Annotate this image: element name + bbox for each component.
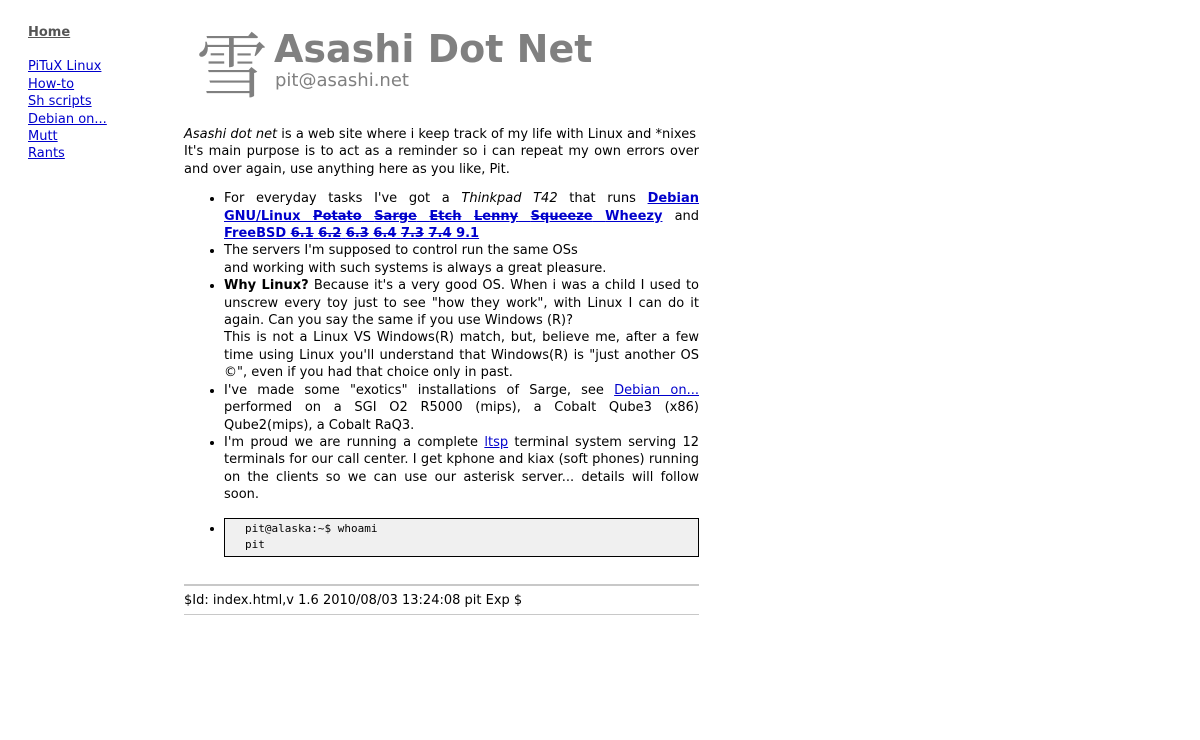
debian-on-link[interactable]: Debian on... bbox=[614, 382, 699, 398]
debian-sarge: Sarge bbox=[374, 208, 417, 224]
ltsp-prefix: I'm proud we are running a complete bbox=[224, 434, 485, 450]
site-name: Asashi dot net bbox=[184, 127, 278, 142]
intro-line1: is a web site where i keep track of my life with Linux and *nixes bbox=[277, 127, 696, 142]
terminal-box bbox=[224, 518, 699, 557]
freebsd-6-2: 6.2 bbox=[318, 226, 342, 242]
site-title: Asashi Dot Net bbox=[274, 27, 593, 71]
freebsd-7-4: 7.4 bbox=[428, 226, 452, 242]
main-content bbox=[184, 126, 699, 557]
list-item-terminal bbox=[224, 518, 699, 557]
why-linux-text2: This is not a Linux VS Windows(R) match, but, believe me, after a few time using Linux you'll understand that Windows(R) is "just another OS ©", even if you had that choice only in past. bbox=[224, 330, 699, 381]
sidebar-nav bbox=[28, 24, 158, 163]
terminal-line2: pit bbox=[245, 537, 265, 551]
sidebar-link-mutt[interactable]: Mutt bbox=[28, 129, 58, 145]
list-item-why-linux bbox=[224, 277, 699, 381]
freebsd-9-1: 9.1 bbox=[456, 226, 480, 242]
debian-potato: Potato bbox=[313, 208, 362, 224]
sidebar-link-how-to[interactable]: How-to bbox=[28, 76, 75, 92]
freebsd-label: FreeBSD bbox=[224, 226, 287, 242]
freebsd-7-3: 7.3 bbox=[400, 226, 424, 242]
list-item-exotics bbox=[224, 382, 699, 434]
site-email: pit@asashi.net bbox=[275, 70, 409, 91]
sidebar-link-pitux-linux[interactable]: PiTuX Linux bbox=[28, 59, 102, 75]
why-linux-text1: Because it's a very good OS. When i was a child I used to unscrew every toy just to see "how they work", with Linux I can do it again. Can you say the same if you use Windows (R)? bbox=[224, 278, 699, 329]
laptop-prefix: For everyday tasks I've got a bbox=[224, 191, 462, 207]
sidebar-link-sh-scripts[interactable]: Sh scripts bbox=[28, 94, 92, 110]
list-item-servers bbox=[224, 242, 699, 277]
laptop-model: Thinkpad T42 bbox=[461, 191, 558, 207]
laptop-and: and bbox=[662, 208, 700, 224]
sidebar-link-rants[interactable]: Rants bbox=[28, 146, 65, 162]
why-linux-heading: Why Linux? bbox=[224, 278, 309, 294]
list-item-ltsp bbox=[224, 434, 699, 504]
freebsd-link[interactable] bbox=[224, 226, 479, 241]
debian-label: Debian GNU/Linux bbox=[224, 191, 699, 224]
footer-id bbox=[184, 584, 699, 615]
terminal-line1: pit@alaska:~$ whoami bbox=[245, 521, 378, 535]
snow-kanji-logo: 雪 bbox=[196, 25, 269, 109]
list-item-laptop bbox=[224, 190, 699, 242]
sidebar-link-home[interactable]: Home bbox=[28, 25, 71, 40]
terminal-list bbox=[184, 518, 699, 557]
freebsd-6-3: 6.3 bbox=[345, 226, 369, 242]
debian-squeeze: Squeeze bbox=[530, 208, 593, 224]
intro-paragraph bbox=[184, 126, 699, 178]
sidebar-link-debian-on[interactable]: Debian on... bbox=[28, 111, 107, 127]
laptop-mid: that runs bbox=[557, 191, 648, 207]
servers-line1: The servers I'm supposed to control run the same OSs bbox=[224, 243, 578, 259]
debian-etch: Etch bbox=[429, 208, 462, 224]
freebsd-6-4: 6.4 bbox=[373, 226, 397, 242]
debian-wheezy: Wheezy bbox=[605, 208, 663, 224]
intro-line2: It's main purpose is to act as a reminder so i can repeat my own errors over and over again, use anything here as you like, Pit. bbox=[184, 144, 699, 177]
servers-line2: and working with such systems is always a great pleasure. bbox=[224, 260, 607, 276]
exotics-prefix: I've made some "exotics" installations of Sarge, see bbox=[224, 382, 615, 398]
cvs-id-text: $Id: index.html,v 1.6 2010/08/03 13:24:08 pit Exp $ bbox=[184, 593, 523, 608]
exotics-suffix: performed on a SGI O2 R5000 (mips), a Cobalt Qube3 (x86) Qube2(mips), a Cobalt RaQ3. bbox=[224, 400, 699, 433]
debian-lenny: Lenny bbox=[474, 208, 519, 224]
ltsp-suffix: terminal system serving 12 terminals for our call center. I get kphone and kiax (soft phones) running on the clients so we can use our asterisk server... details will follow soon. bbox=[224, 434, 699, 503]
freebsd-6-1: 6.1 bbox=[290, 226, 314, 242]
ltsp-link[interactable]: ltsp bbox=[484, 434, 509, 450]
item-list bbox=[184, 190, 699, 503]
